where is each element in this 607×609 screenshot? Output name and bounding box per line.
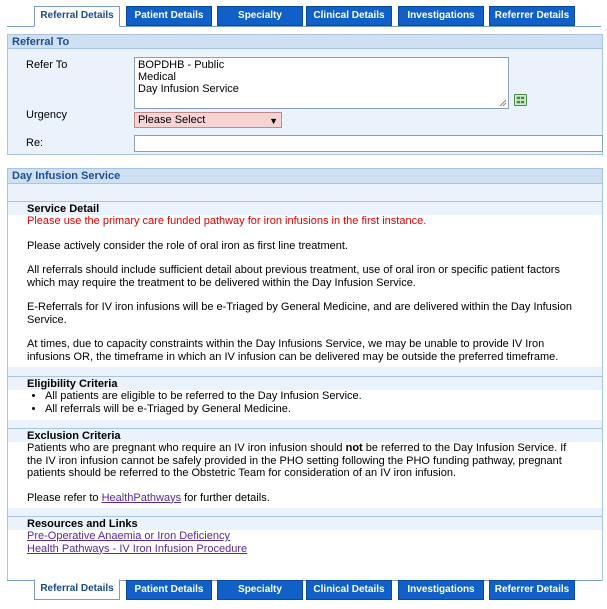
tab-investigations[interactable]: Investigations [398, 6, 484, 26]
referral-to-panel [7, 34, 603, 155]
refer-to-label: Refer To [26, 59, 68, 71]
add-green-icon[interactable] [514, 94, 527, 106]
tab-clinical-details-bottom[interactable]: Clinical Details [306, 580, 392, 600]
re-label: Re: [26, 137, 44, 149]
service-para-3: E-Referrals for IV iron infusions will be e-Triaged by General Medicine, and are delivered within the Day Infusion Service. [27, 301, 572, 326]
eligibility-heading: Eligibility Criteria [8, 376, 602, 390]
refer-to-value: BOPDHB - Public Medical Day Infusion Service [138, 59, 239, 95]
exclusion-section [8, 442, 602, 508]
tab-referrer-details-bottom[interactable]: Referrer Details [489, 580, 575, 600]
spacer [8, 367, 602, 376]
bottom-tab-bar [0, 580, 607, 602]
service-para-2: All referrals should include sufficient detail about previous treatment, use of oral iron or specific patient factors which may require the treatment to be delivered within the Day Infusion Service. [27, 264, 560, 289]
exclusion-text: Patients who are pregnant who require an IV iron infusion should not be referred to the Day Infusion Service. If the IV iron infusion cannot be safely provided in the PHO setting following the PHO funding pathway, pregnant patients should be referred to the Obstetric Team for consideration of an IV iron infusion. [27, 442, 567, 479]
refer-text: Please refer to HealthPathways for further details. [27, 491, 270, 504]
resources-heading: Resources and Links [8, 516, 602, 530]
day-infusion-panel [7, 168, 603, 581]
link-preop-anaemia[interactable]: Pre-Operative Anaemia or Iron Deficiency [27, 530, 230, 542]
spacer [8, 420, 602, 428]
refer-to-textarea[interactable] [134, 57, 509, 109]
eligibility-section [8, 390, 602, 420]
tab-referral-details[interactable]: Referral Details [34, 6, 120, 27]
urgency-select[interactable] [134, 112, 282, 128]
tab-specialty[interactable]: Specialty [217, 6, 303, 26]
tab-referral-details-bottom[interactable]: Referral Details [34, 579, 120, 600]
service-para-4: At times, due to capacity constraints within the Day Infusions Service, we may be unable to provide IV Iron infusions OR, the timeframe in which an IV infusion can be delivered may be outside the preferred timeframe. [27, 338, 559, 363]
tab-investigations-bottom[interactable]: Investigations [398, 580, 484, 600]
referral-to-body [8, 49, 602, 154]
tab-patient-details-bottom[interactable]: Patient Details [126, 580, 212, 600]
service-para-1: Please actively consider the role of oral iron as first line treatment. [27, 239, 348, 252]
referral-to-header: Referral To [8, 35, 602, 49]
tab-referrer-details[interactable]: Referrer Details [489, 6, 575, 26]
resize-grip-icon[interactable] [499, 99, 507, 107]
chevron-down-icon: ▼ [269, 116, 278, 126]
day-infusion-spacer [8, 184, 602, 201]
resources-section [8, 530, 602, 555]
exclusion-heading: Exclusion Criteria [8, 428, 602, 442]
day-infusion-header: Day Infusion Service [8, 169, 602, 184]
primary-care-notice: Please use the primary care funded pathway for iron infusions in the first instance. [27, 215, 427, 227]
urgency-label: Urgency [26, 109, 67, 121]
tab-clinical-details[interactable]: Clinical Details [306, 6, 392, 26]
tab-specialty-bottom[interactable]: Specialty [217, 580, 303, 600]
list-item: • All referrals will be e-Triaged by General Medicine. [45, 403, 583, 416]
spacer [8, 508, 602, 516]
top-tab-bar [0, 6, 607, 28]
link-iv-iron-procedure[interactable]: Health Pathways - IV Iron Infusion Procedure [27, 542, 248, 555]
eligibility-list [27, 390, 583, 416]
re-input[interactable] [134, 135, 603, 152]
service-detail-heading: Service Detail [8, 201, 602, 215]
tab-patient-details[interactable]: Patient Details [126, 6, 212, 26]
urgency-value: Please Select [138, 114, 206, 126]
list-item: • All patients are eligible to be referred to the Day Infusion Service. [45, 390, 583, 403]
service-detail-section [8, 215, 602, 367]
healthpathways-link[interactable]: HealthPathways [101, 491, 182, 504]
